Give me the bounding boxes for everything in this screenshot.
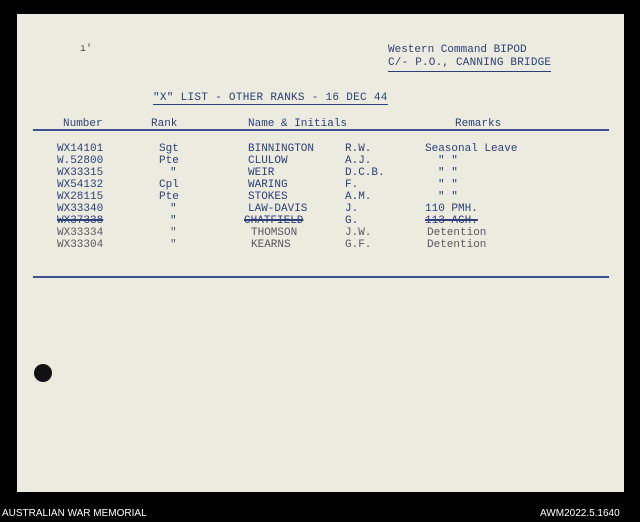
cell-rank: Sgt [159, 143, 179, 155]
table-row [0, 167, 640, 179]
cell-rank: " [170, 203, 177, 215]
footer-credit: AUSTRALIAN WAR MEMORIAL [2, 508, 147, 519]
punch-hole [34, 364, 52, 382]
cell-name: CLULOW [248, 155, 288, 167]
cell-remarks: " " [438, 191, 458, 203]
table-row [0, 203, 640, 215]
cell-initials: G. [345, 215, 359, 227]
cell-remarks: " " [438, 167, 458, 179]
table-row [0, 143, 640, 155]
cell-remarks: " " [438, 179, 458, 191]
cell-rank: Pte [159, 155, 179, 167]
cell-number: WX14101 [57, 143, 104, 155]
cell-name: KEARNS [251, 239, 291, 251]
cell-remarks: " " [438, 155, 458, 167]
table-row-struck [0, 215, 640, 227]
cell-rank: " [170, 239, 177, 251]
document-page [17, 14, 624, 492]
table-row [0, 227, 640, 239]
cell-name: CHATFIELD [244, 215, 304, 227]
cell-rank: " [170, 227, 177, 239]
column-header-name: Name & Initials [248, 118, 348, 130]
cell-number: WX33334 [57, 227, 104, 239]
cell-remarks: Detention [427, 227, 487, 239]
cell-initials: R.W. [345, 143, 372, 155]
cell-rank: Pte [159, 191, 179, 203]
cell-name: BINNINGTON [248, 143, 315, 155]
cell-rank: " [170, 215, 177, 227]
document-title: "X" LIST - OTHER RANKS - 16 DEC 44 [153, 92, 388, 104]
cell-remarks: Seasonal Leave [425, 143, 518, 155]
table-row [0, 191, 640, 203]
cell-number: WX54132 [57, 179, 104, 191]
cell-initials: D.C.B. [345, 167, 385, 179]
cell-name: THOMSON [251, 227, 298, 239]
cell-number: WX28115 [57, 191, 104, 203]
cell-initials: J. [345, 203, 359, 215]
cell-name: WARING [248, 179, 288, 191]
footer-rule [33, 276, 609, 278]
cell-name: LAW-DAVIS [248, 203, 308, 215]
cell-name: WEIR [248, 167, 275, 179]
cell-initials: A.M. [345, 191, 372, 203]
table-row [0, 155, 640, 167]
cell-remarks: Detention [427, 239, 487, 251]
cell-number: WX33304 [57, 239, 104, 251]
footer-accession: AWM2022.5.1640 [540, 508, 620, 519]
letterhead-line-1: Western Command BIPOD [388, 44, 527, 56]
cell-number: W.52800 [57, 155, 104, 167]
cell-initials: J.W. [345, 227, 372, 239]
stray-mark: ı' [80, 44, 93, 55]
cell-initials: G.F. [345, 239, 372, 251]
cell-rank: " [170, 167, 177, 179]
column-header-number: Number [63, 118, 103, 130]
cell-number: WX33315 [57, 167, 104, 179]
cell-number: WX37338 [57, 215, 104, 227]
cell-remarks: 110 PMH. [425, 203, 478, 215]
cell-initials: A.J. [345, 155, 372, 167]
cell-number: WX33340 [57, 203, 104, 215]
cell-remarks: 113 AGH. [425, 215, 478, 227]
column-header-remarks: Remarks [455, 118, 502, 130]
cell-initials: F. [345, 179, 359, 191]
letterhead [388, 44, 551, 72]
table-row [0, 239, 640, 251]
cell-rank: Cpl [159, 179, 179, 191]
column-header-rank: Rank [151, 118, 178, 130]
cell-name: STOKES [248, 191, 288, 203]
letterhead-line-2: C/- P.O., CANNING BRIDGE [388, 57, 551, 72]
table-row [0, 179, 640, 191]
